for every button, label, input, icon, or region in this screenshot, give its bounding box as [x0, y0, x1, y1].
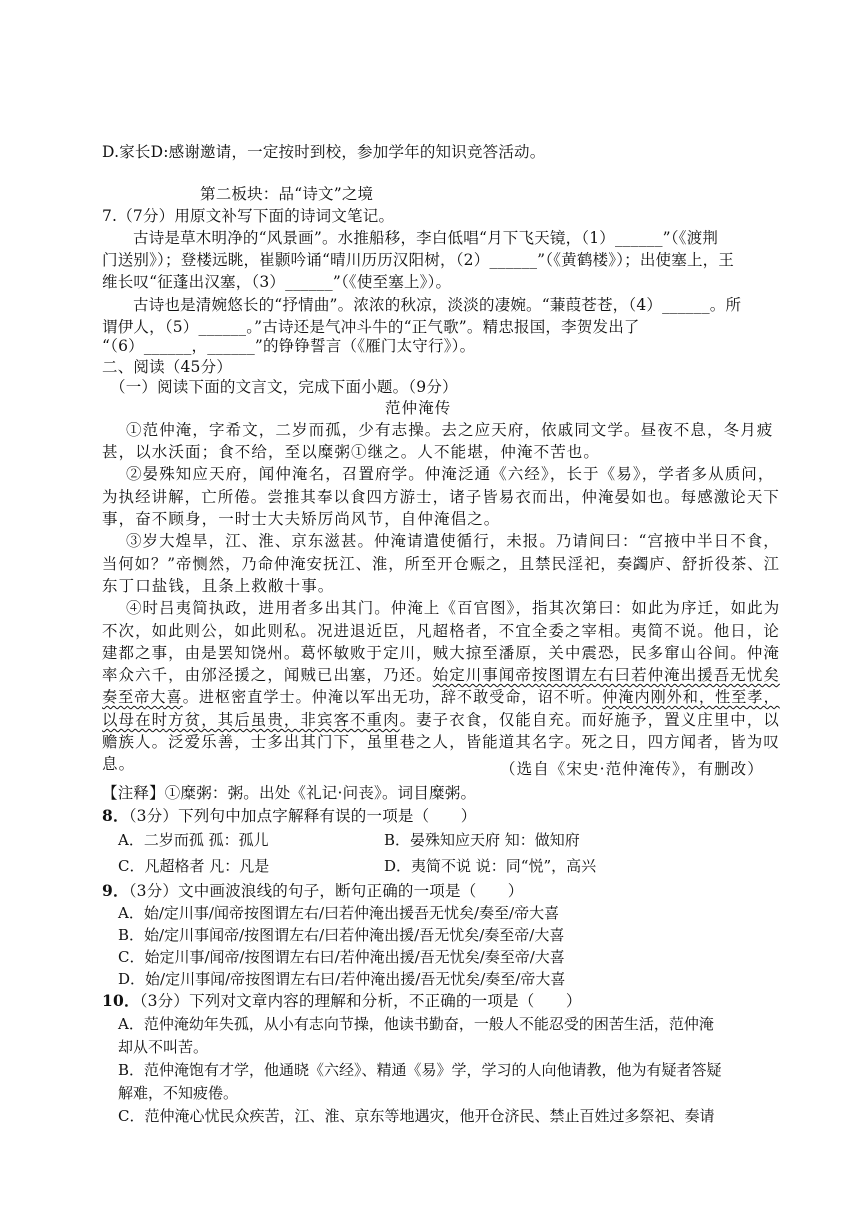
q9-option-a: A．始/定川事/闻帝按图谓左右/曰若仲淹出援吾无忧矣/奏至/帝大喜 [118, 904, 560, 922]
q8-option-a: A．二岁而孤 孤：孤儿 [118, 831, 269, 849]
q10-number: 10． [102, 991, 140, 1010]
passage-para3-line2: 当何如？”帝恻然，乃命仲淹安抚江、淮，所至开仓赈之，且禁民淫祀，奏蠲庐、舒折役茶、江 [102, 555, 780, 573]
q9-option-d: D．始/定川事闻/帝按图谓左右曰/若仲淹出援/吾无忧矣/奏至/帝大喜 [118, 970, 566, 988]
subsection-one-title: （一）阅读下面的文言文，完成下面小题。（9分） [110, 378, 458, 396]
passage-source: （选自《宋史·范仲淹传》，有删改） [500, 760, 764, 778]
section-two-title: 第二板块：品“诗文”之境 [200, 185, 374, 203]
passage-para2-line2: 为执经讲解，亡所倦。尝推其奉以食四方游士，诸子皆易衣而出，仲淹晏如也。每感激论天下 [102, 488, 780, 506]
q7-p2-line2: 谓伊人，（5）______。”古诗还是气冲斗牛的“正气歌”。精忠报国，李贺发出了 [102, 318, 640, 336]
passage-para3-line1: ③岁大煌旱，江、淮、京东滋甚。仲淹请遣使循行，未报。乃请间曰：“宫掖中半日不食， [126, 532, 780, 550]
passage-text: 。妻子衣食，仅能自充。而好施予，置义庄里中，以 [399, 711, 780, 729]
passage-para3-line3: 东丁口盐钱，且条上救敝十事。 [102, 577, 335, 595]
q10-option-b-line2: 解难，不知疲倦。 [118, 1084, 239, 1102]
passage-para1-line2: 甚，以水沃面；食不给，至以糜粥①继之。人不能堪，仲淹不苦也。 [102, 443, 601, 461]
q8-stem: （3分）下列句中加点字解释有误的一项是（ ） [128, 807, 477, 825]
passage-para4-line6 [102, 709, 780, 731]
q7-p1-line3: 维长叹“征蓬出汉塞，（3）______”（《使至塞上》）。 [102, 273, 452, 291]
q9-number: 9． [102, 881, 129, 900]
q10-option-a-line1: A．范仲淹幼年失孤，从小有志向节操，他读书勤奋，一般人不能忍受的困苦生活，范仲淹 [118, 1015, 714, 1033]
q7-title: 7.（7分）用原文补写下面的诗词文笔记。 [102, 207, 395, 225]
q8-option-d: D．夷简不说 说：同“悦”，高兴 [384, 857, 597, 875]
passage-text: 率众六千，由邠泾援之，闻贼已出塞，乃还。 [102, 666, 433, 684]
underlined-sentence-end: 以母在时方贫，其后虽贵，非宾客不重肉 [102, 711, 400, 729]
q9-option-c: C．始定川事/闻帝/按图谓左右曰/若仲淹出援/吾无忧矣/奏至帝/大喜 [118, 948, 565, 966]
passage-para4-line8: 息。 [102, 755, 136, 773]
q7-p1-line2: 门送别》）；登楼远眺，崔颢吟诵“晴川历历汉阳树，（2）______”（《黄鹤楼》）；出使塞上，王 [102, 251, 735, 269]
passage-para4-line2: 不次，如此则公，如此则私。况进退近臣，凡超格者，不宜全委之宰相。夷简不说。他日，论 [102, 622, 780, 640]
q10-option-a-line2: 却从不叫苦。 [118, 1038, 209, 1056]
q9-stem-line [102, 880, 524, 902]
q10-option-b-line1: B．范仲淹饱有才学，他通晓《六经》、精通《易》学，学习的人向他请教，他为有疑者答疑 [118, 1061, 722, 1079]
q7-p2-line3: “（6）______，______”的铮铮誓言（《雁门太守行》）。 [102, 337, 476, 355]
passage-para4-line1: ④时吕夷简执政，进用者多出其门。仲淹上《百官图》，指其次第曰：如此为序迁，如此为 [126, 599, 781, 617]
passage-para4-line7: 赡族人。泛爱乐善，士多出其门下，虽里巷之人，皆能道其名字。死之日，四方闻者，皆为叹 [102, 733, 780, 751]
q8-stem-line [102, 805, 476, 827]
q7-p1-line1: 古诗是草木明净的“风景画”。水推船移，李白低唱“月下飞天镜，（1）______”（《渡荆 [133, 229, 719, 247]
q9-option-b: B．始/定川事闻帝/按图谓左右/曰若仲淹出援/吾无忧矣/奏至帝/大喜 [118, 926, 565, 944]
option-d-line: D.家长D:感谢邀请，一定按时到校，参加学年的知识竞答活动。 [102, 143, 546, 161]
passage-title: 范仲淹传 [385, 399, 452, 417]
q7-p2-line1: 古诗也是清婉悠长的“抒情曲”。浓浓的秋凉，淡淡的凄婉。“蒹葭苍苍，（4）______。所 [133, 296, 742, 314]
passage-text: 。进枢密直学士。仲淹以军出无功，辞不敢受命，诏不听。 [182, 688, 603, 706]
q10-stem-line [102, 990, 582, 1012]
annotation-note: 【注释】①糜粥：粥。出处《礼记·问丧》。词目糜粥。 [102, 784, 477, 802]
passage-para4-line3: 建都之事，由是罢知饶州。葛怀敏败于定川，贼大掠至潘原，关中震恐，民多窜山谷间。仲淹 [102, 644, 780, 662]
passage-para1-line1: ①范仲淹，字希文，二岁而孤，少有志操。去之应天府，依戚同文学。昼夜不息，冬月疲 [126, 421, 774, 439]
passage-para2-line3: 事，奋不顾身，一时士大夫矫厉尚风节，自仲淹倡之。 [102, 510, 501, 528]
q10-option-c-line1: C．范仲淹心忧民众疾苦，江、淮、京东等地遇灾，他开仓济民、禁止百姓过多祭祀、奏请 [118, 1107, 715, 1125]
q8-option-b: B．晏殊知应天府 知：做知府 [384, 831, 580, 849]
passage-para4-line4 [102, 664, 780, 686]
passage-para4-line5 [102, 686, 780, 708]
q10-stem: （3分）下列对文章内容的理解和分析，不正确的一项是（ ） [139, 992, 582, 1010]
wavy-underlined-sentence-end: 奏至帝大喜 [102, 688, 183, 706]
passage-para2-line1: ②晏殊知应天府，闻仲淹名，召置府学。仲淹泛通《六经》，长于《易》，学者多从质问， [126, 465, 775, 483]
part-two-title: 二、阅读（45分） [102, 358, 233, 376]
underlined-sentence: 仲淹内刚外和，性至孝， [602, 688, 780, 706]
q8-number: 8． [102, 806, 129, 825]
q8-option-c: C．凡超格者 凡：凡是 [118, 857, 270, 875]
wavy-underlined-sentence: 始定川事闻帝按图谓左右曰若仲淹出援吾无忧矣 [432, 666, 780, 684]
q9-stem: （3分）文中画波浪线的句子，断句正确的一项是（ ） [128, 882, 524, 900]
